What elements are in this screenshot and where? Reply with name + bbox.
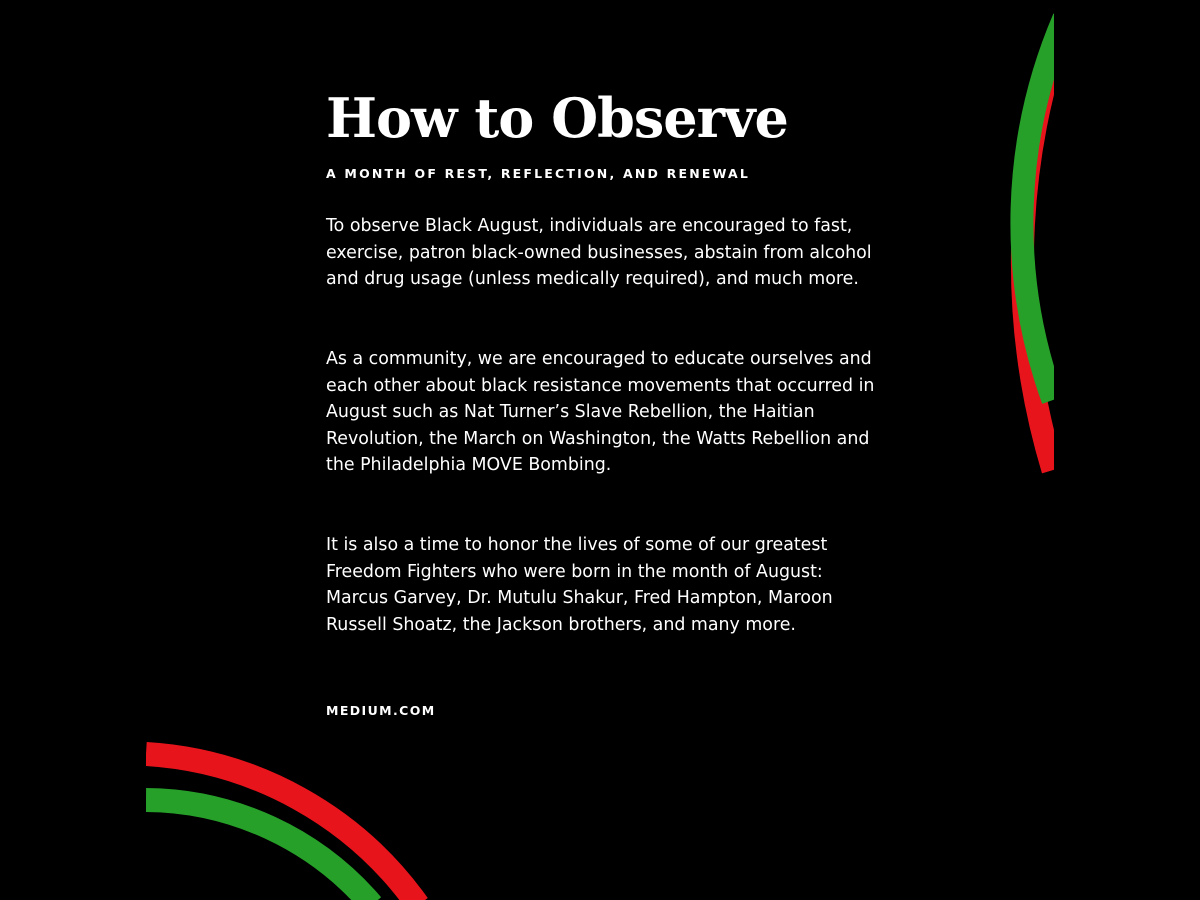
subtitle: A MONTH OF REST, REFLECTION, AND RENEWAL — [326, 166, 751, 181]
paragraph-observe: To observe Black August, individuals are encouraged to fast, exercise, patron black-owned businesses, abstain from alcohol and drug usage (unless medically required), and much more. — [326, 216, 872, 290]
page-title: How to Observe — [326, 86, 788, 150]
paragraph-community: As a community, we are encouraged to educate ourselves and each other about black resistance movements that occurred in August such as Nat Turner’s Slave Rebellion, the Haitian Revolution, the March on Washington, the Watts Rebellion and the Philadelphia MOVE Bombing. — [326, 349, 875, 476]
paragraph-freedom-fighters: It is also a time to honor the lives of some of our greatest Freedom Fighters who were born in the month of August: Marcus Garvey, Dr. Mutulu Shakur, Fred Hampton, Maroon Russell Shoatz, the Jackson brothers, and many more. — [326, 535, 833, 635]
top-right-green-arc — [1022, 18, 1064, 400]
source-credit: MEDIUM.COM — [326, 703, 436, 718]
